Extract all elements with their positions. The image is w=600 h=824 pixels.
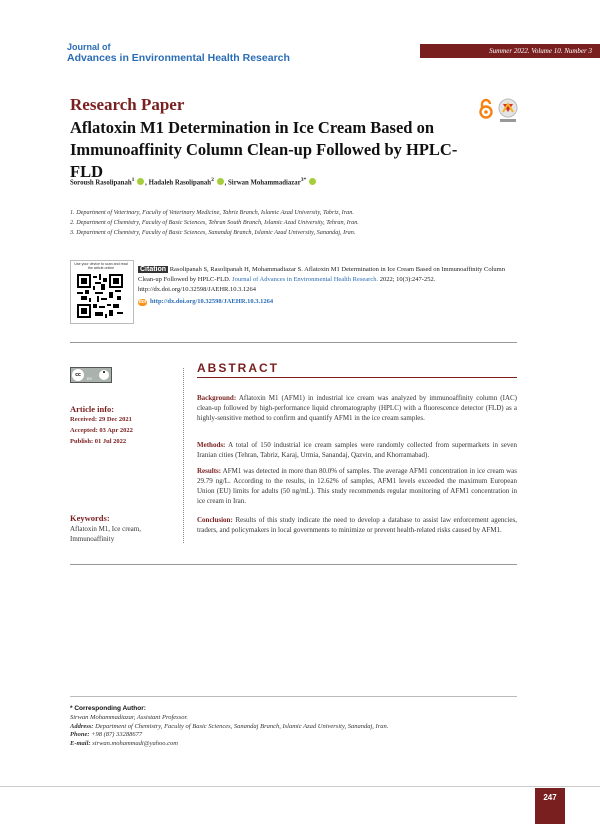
keywords-heading: Keywords: (70, 513, 110, 523)
received-label: Received: (70, 416, 98, 423)
abstract-results (197, 466, 517, 506)
accepted-label: Accepted: (70, 427, 98, 434)
citation-volume: 2022; 10(3):247-252. http://dx.doi.org/10.32598/JAEHR.10.3.1264 (138, 276, 436, 293)
issue-banner (420, 44, 600, 58)
footer-rule (0, 786, 600, 787)
open-access-icon (475, 98, 497, 120)
article-category: Research Paper (70, 95, 185, 114)
author-sup: 2 (211, 177, 214, 183)
journal-name-line2: Advances in Environmental Health Research (67, 52, 290, 64)
journal-logo (67, 42, 290, 64)
doi-link[interactable]: http://dx.doi.org/10.32598/JAEHR.10.3.1264 (150, 298, 274, 305)
orcid-icon[interactable] (137, 178, 144, 185)
methods-label: Methods: (197, 441, 226, 449)
cc-icon: cc (72, 369, 84, 381)
article-info-heading: Article info: (70, 404, 115, 414)
phone-label: Phone: (70, 731, 90, 739)
address-value: Department of Chemistry, Faculty of Basic Sciences, Sanandaj Branch, Islamic Azad University, Sanandaj, Iran. (95, 722, 389, 730)
journal-name-line1: Journal of (67, 42, 111, 52)
by-person-icon (99, 370, 109, 380)
article-title: Aflatoxin M1 Determination in Ice Cream Based on Immunoaffinity Column Clean-up Followed by HPLC-FLD (70, 118, 458, 181)
author-name: Hadaleh Rasolipanah (148, 179, 212, 187)
column-divider (183, 368, 184, 543)
background-label: Background: (197, 394, 237, 402)
corresponding-heading: * Corresponding Author: (70, 705, 146, 712)
email-value[interactable]: sirwan.mohammadi@yahoo.com (92, 740, 179, 748)
published-value: 01 Jul 2022 (94, 438, 127, 445)
qr-caption: Use your device to scan and read the article online (74, 262, 128, 270)
affiliation: 3. Department of Chemistry, Faculty of Basic Sciences, Sanandaj Branch, Islamic Azad University, Sanandaj, Iran. (70, 229, 356, 236)
author-name: Soroush Rasolipanah (70, 179, 132, 187)
keywords-text: Aflatoxin M1, Ice cream, Immunoaffinity (70, 525, 141, 543)
orcid-icon[interactable] (309, 178, 316, 185)
doi-row (138, 298, 273, 306)
corresponding-phone (70, 731, 510, 740)
corresponding-address (70, 723, 510, 732)
abstract-rule (197, 377, 517, 378)
citation-label: Citation (140, 266, 167, 273)
issue-text: Summer 2022. Volume 10. Number 3 (489, 47, 592, 55)
background-text: Aflatoxin M1 (AFM1) in industrial ice cream was analyzed by immunoaffinity column (IAC) clean-up followed by high-performance liquid chromatography (HPLC) with a fluorescence detector (FLD) as a highly-sensitive method to confirm and quantify AFM1 in the ice cream samples. (197, 394, 517, 422)
conclusion-label: Conclusion: (197, 516, 233, 524)
page-number-strip (535, 808, 565, 824)
divider (70, 564, 517, 565)
citation-body: Rasolipanah S, Rasolipanah H, Mohammadiazar S. Aflatoxin M1 Determination in Ice Cream Based on Immunoaffinity Column Clean-up Followed by HPLC-FLD. (138, 266, 505, 283)
phone-value: +98 (87) 33288677 (91, 731, 143, 739)
affiliation: 1. Department of Veterinary, Faculty of Veterinary Medicine, Tabriz Branch, Islamic Azad University, Tabriz, Iran. (70, 209, 354, 216)
citation-journal-link[interactable]: Journal of Advances in Environmental Health Research. (232, 276, 379, 283)
corresponding-email (70, 740, 510, 749)
author-sup: 3* (300, 177, 307, 183)
page-number: 247 (535, 788, 565, 808)
citation-text (138, 265, 508, 295)
divider (70, 696, 517, 697)
crossmark-icon[interactable] (497, 98, 519, 124)
methods-text: A total of 150 industrial ice cream samples were randomly collected from supermarkets in seven Iranian cities (Tehran, Tabriz, Karaj, Urmia, Sanandaj, Qazvin, and Khorramabad). (197, 441, 517, 459)
results-text: AFM1 was detected in more than 80.0% of samples. The average AFM1 concentration in ice cream was 29.79 ng/L. According to the results, in 12.62% of samples, AFM1 levels exceeded the maximum European Union (EU) limits for adults (50 ng/mL). This study recommends regular monitoring of AFM1 concentration in ice cream in Iran. (197, 467, 517, 505)
results-label: Results: (197, 467, 222, 475)
divider (70, 342, 517, 343)
address-label: Address: (70, 722, 94, 730)
affiliation: 2. Department of Chemistry, Faculty of Basic Sciences, Tehran South Branch, Islamic Azad University, Tehran, Iran. (70, 219, 359, 226)
doi-icon: doi (138, 299, 147, 305)
accepted-date (70, 426, 133, 436)
author-name: Sirwan Mohammadiazar (228, 179, 301, 187)
cc-by-license-badge[interactable] (70, 367, 112, 383)
orcid-icon[interactable] (217, 178, 224, 185)
by-label: BY (87, 376, 93, 381)
corresponding-author (70, 705, 510, 749)
qr-code-icon[interactable] (77, 274, 123, 318)
corresponding-name: Sirwan Mohammadiazar, Assistant Professor. (70, 713, 188, 721)
published-date (70, 437, 126, 447)
abstract-conclusion (197, 515, 517, 535)
published-label: Publish: (70, 438, 94, 445)
received-value: 29 Dec 2021 (98, 416, 132, 423)
author-list: Soroush Rasolipanah$^1$ , Hadaleh Rasolipanah$^2$ , Sirwan Mohammadiazar$^{3*}$ (70, 177, 317, 186)
abstract-background (197, 393, 517, 423)
email-label: E-mail: (70, 740, 91, 748)
conclusion-text: Results of this study indicate the need to develop a database to assist law enforcement agencies, traders, and policymakers in local governments to minimize or prevent health-related risks caused by AFM1. (197, 516, 517, 534)
accepted-value: 03 Apr 2022 (99, 427, 133, 434)
received-date (70, 415, 132, 425)
author-sup: 1 (131, 177, 135, 183)
abstract-heading: ABSTRACT (197, 361, 279, 375)
abstract-methods (197, 440, 517, 460)
